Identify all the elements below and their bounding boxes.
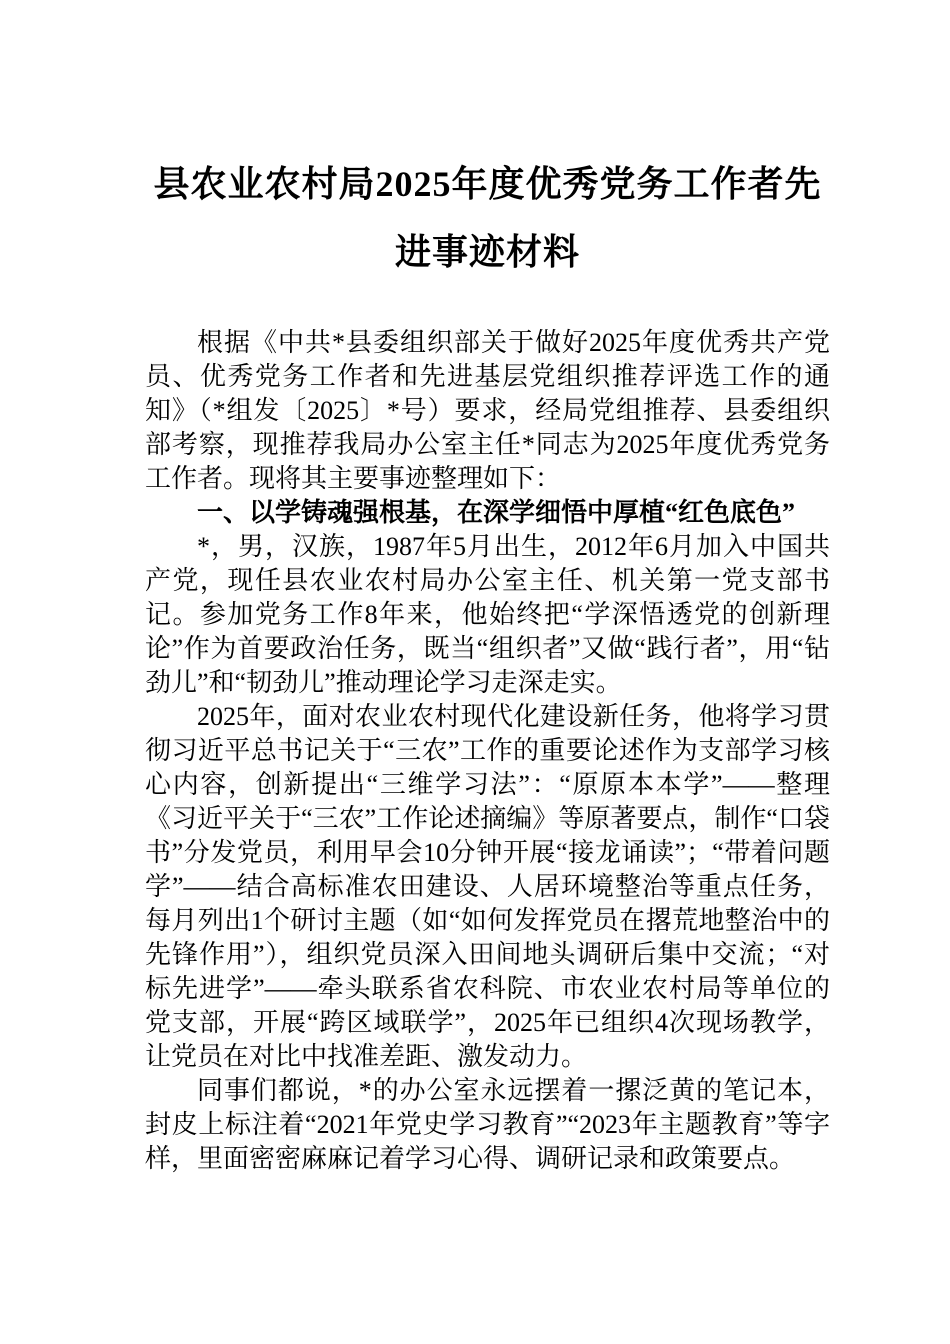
paragraph-bio: *，男，汉族，1987年5月出生，2012年6月加入中国共产党，现任县农业农村局办公室主任、机关第一党支部书记。参加党务工作8年来，他始终把“学深悟透党的创新理论”作为首要政治任务，既当“组织者”又做“践行者”，用“钻劲儿”和“韧劲儿”推动理论学习走深走实。: [145, 532, 830, 697]
paragraph-intro: 根据《中共*县委组织部关于做好2025年度优秀共产党员、优秀党务工作者和先进基层党组织推荐评选工作的通知》（*组发〔2025〕*号）要求，经局党组推荐、县委组织部考察，现推荐我局办公室主任*同志为2025年度优秀党务工作者。现将其主要事迹整理如下：: [145, 328, 830, 493]
paragraph-notebooks: 同事们都说，*的办公室永远摆着一摞泛黄的笔记本，封皮上标注着“2021年党史学习教育”“2023年主题教育”等字样，里面密密麻麻记着学习心得、调研记录和政策要点。: [145, 1076, 830, 1173]
paragraph-study-method: 2025年，面对农业农村现代化建设新任务，他将学习贯彻习近平总书记关于“三农”工作的重要论述作为支部学习核心内容，创新提出“三维学习法”：“原原本本学”——整理《习近平关于“三农”工作论述摘编》等原著要点，制作“口袋书”分发党员，利用早会10分钟开展“接龙诵读”；“带着问题学”——结合高标准农田建设、人居环境整治等重点任务，每月列出1个研讨主题（如“如何发挥党员在撂荒地整治中的先锋作用”），组织党员深入田间地头调研后集中交流；“对标先进学”——牵头联系省农科院、市农业农村局等单位的党支部，开展“跨区域联学”，2025年已组织4次现场教学，让党员在对比中找准差距、激发动力。: [145, 702, 830, 1071]
document-title: 县农业农村局2025年度优秀党务工作者先进事迹材料: [153, 164, 822, 272]
section-heading-1: 一、以学铸魂强根基，在深学细悟中厚植“红色底色”: [197, 498, 796, 527]
